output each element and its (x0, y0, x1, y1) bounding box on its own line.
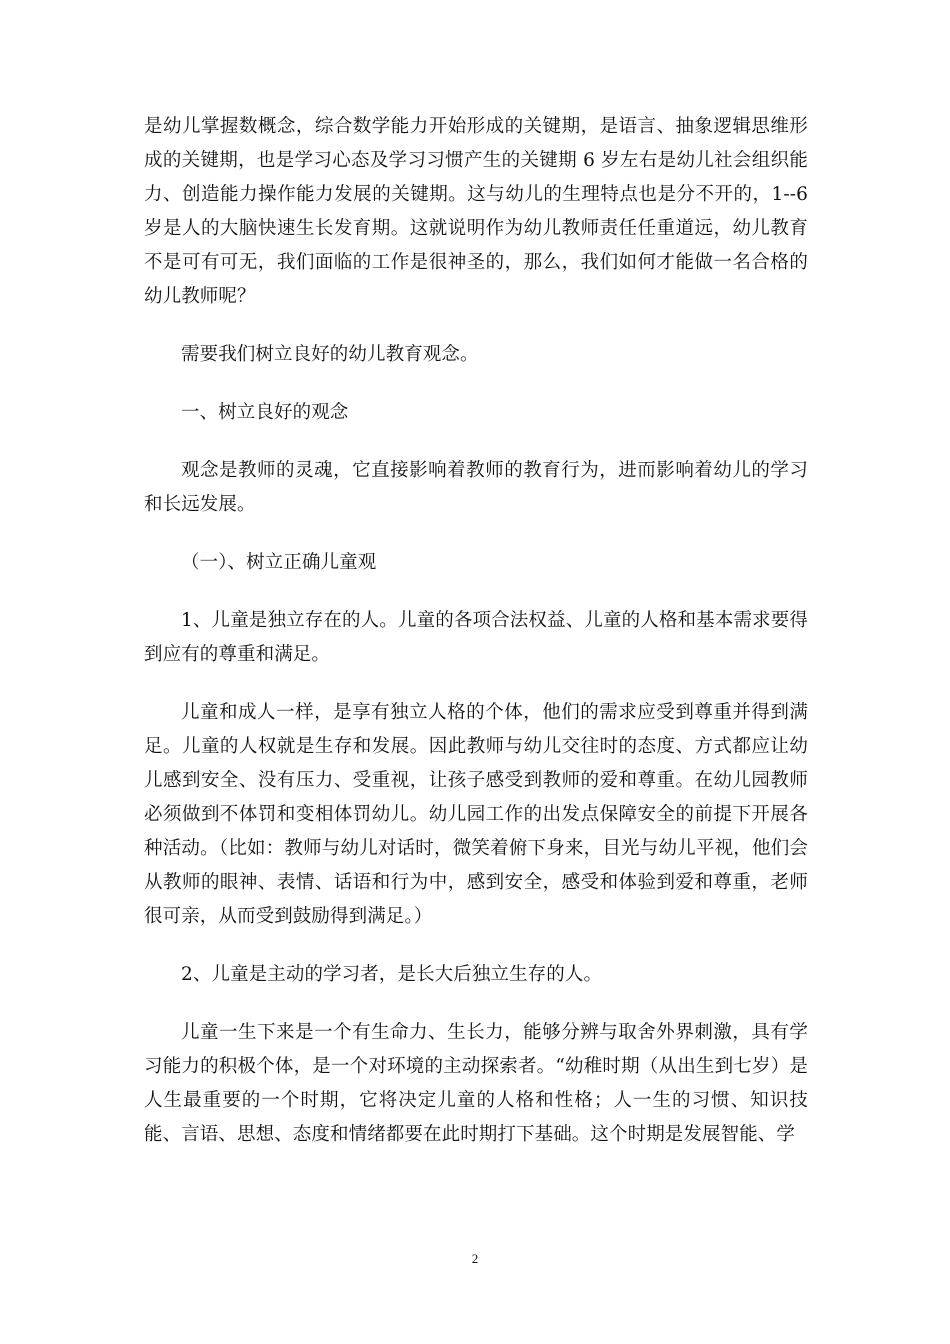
paragraph-1: 是幼儿掌握数概念，综合数学能力开始形成的关键期，是语言、抽象逻辑思维形成的关键期，也是学习心态及学习习惯产生的关键期 6 岁左右是幼儿社会组织能力、创造能力操作能力发展的关键期。这与幼儿的生理特点也是分不开的，1--6 岁是人的大脑快速生长发育期。这就说明作为幼儿教师责任任重道远，幼儿教育不是可有可无，我们面临的工作是很神圣的，那么，我们如何才能做一名合格的幼儿教师呢？ (144, 116, 808, 307)
list-item-1: 1、儿童是独立存在的人。儿童的各项合法权益、儿童的人格和基本需求要得到应有的尊重和满足。 (144, 610, 808, 665)
paragraph-3: 观念是教师的灵魂，它直接影响着教师的教育行为，进而影响着幼儿的学习和长远发展。 (144, 460, 808, 515)
document-body (144, 110, 808, 1176)
section-heading-1: 一、树立良好的观念 (181, 402, 349, 423)
list-item-2: 2、儿童是主动的学习者，是长大后独立生存的人。 (181, 964, 603, 985)
paragraph-4: 儿童和成人一样，是享有独立人格的个体，他们的需求应受到尊重并得到满足。儿童的人权就是生存和发展。因此教师与幼儿交往时的态度、方式都应让幼儿感到安全、没有压力、受重视，让孩子感受到教师的爱和尊重。在幼儿园教师必须做到不体罚和变相体罚幼儿。幼儿园工作的出发点保障安全的前提下开展各种活动。（比如：教师与幼儿对话时，微笑着俯下身来，目光与幼儿平视，他们会从教师的眼神、表情、话语和行为中，感到安全，感受和体验到爱和尊重，老师很可亲，从而受到鼓励得到满足。） (144, 702, 808, 927)
subsection-heading-1: （一）、树立正确儿童观 (181, 552, 377, 573)
paragraph-2: 需要我们树立良好的幼儿教育观念。 (181, 344, 479, 365)
paragraph-5: 儿童一生下来是一个有生命力、生长力，能够分辨与取舍外界刺激，具有学习能力的积极个体，是一个对环境的主动探索者。“幼稚时期（从出生到七岁）是人生最重要的一个时期，它将决定儿童的人格和性格；人一生的习惯、知识技能、言语、思想、态度和情绪都要在此时期打下基础。这个时期是发展智能、学 (144, 1022, 808, 1145)
page-number: 2 (471, 1251, 479, 1266)
